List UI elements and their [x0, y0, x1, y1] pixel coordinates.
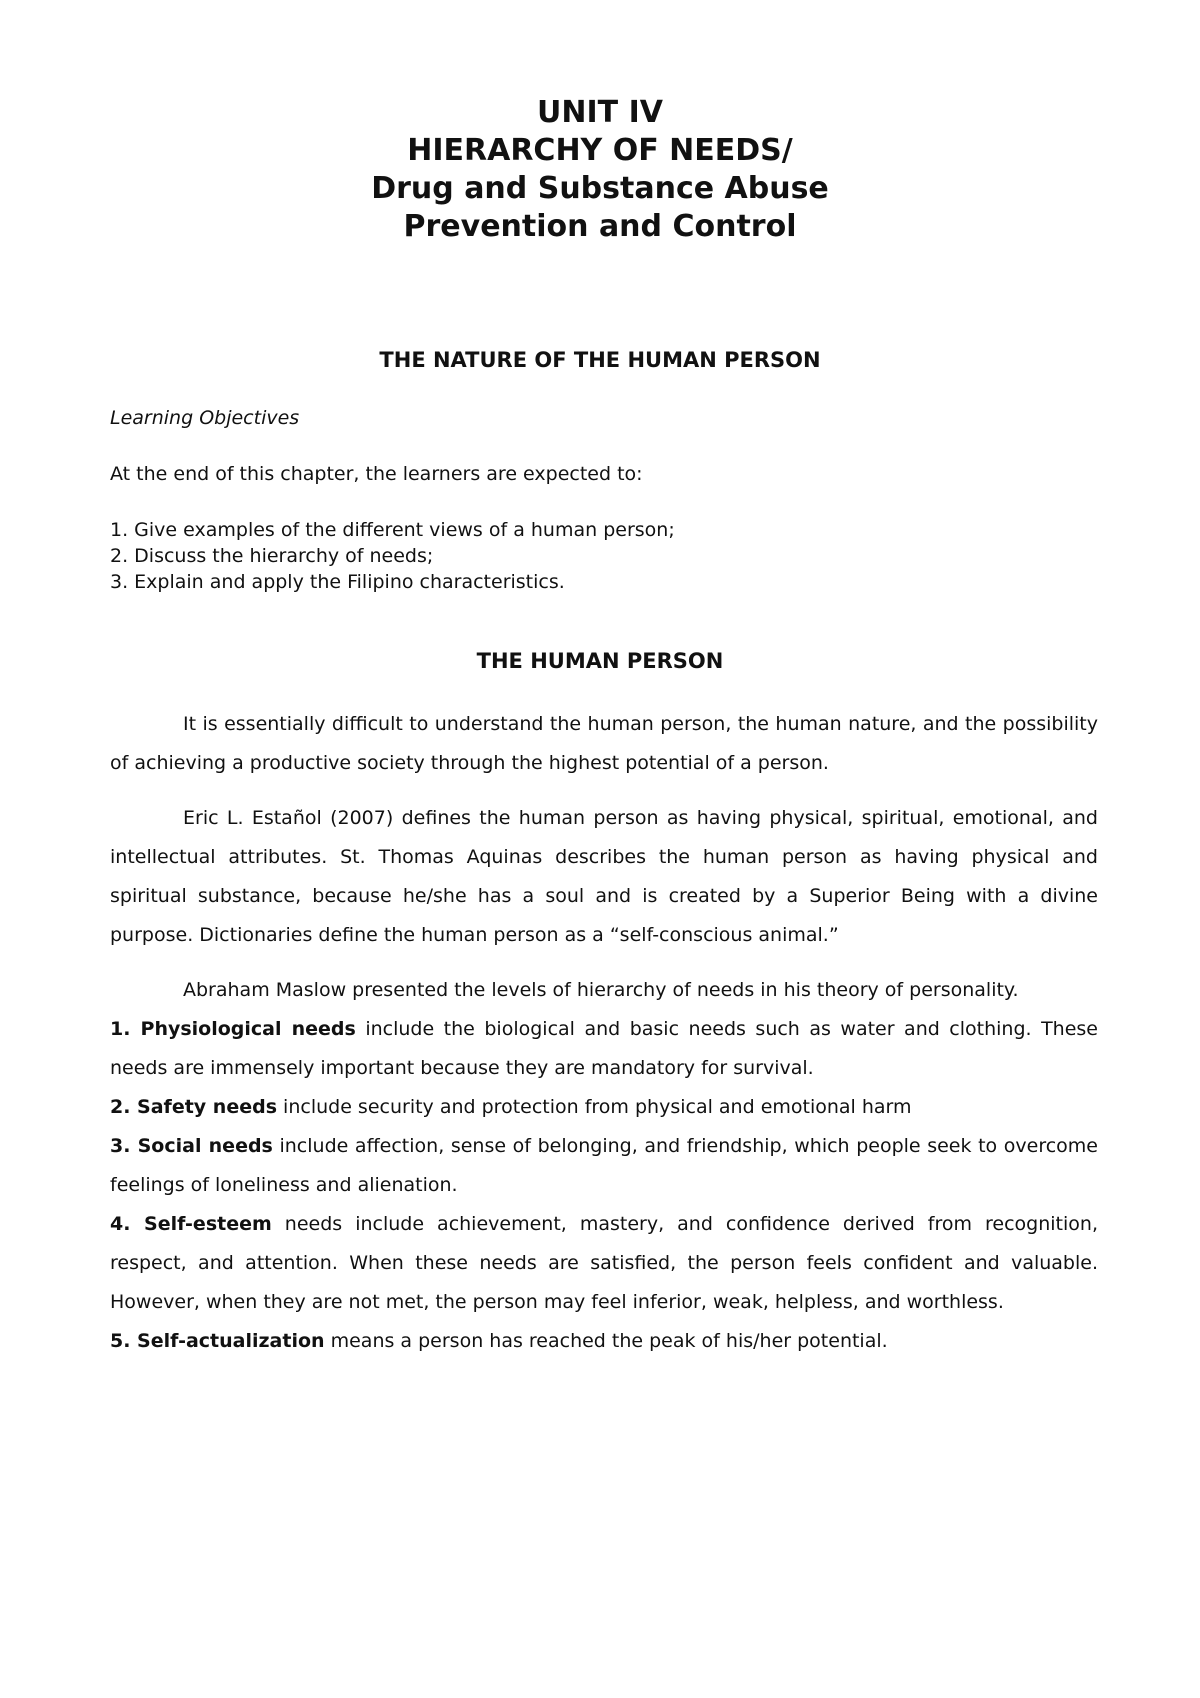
need-description: means a person has reached the peak of his/her potential. — [324, 1330, 888, 1352]
learning-objectives-label: Learning Objectives — [110, 407, 300, 429]
unit-number: UNIT IV — [537, 95, 663, 130]
objective-item: 2. Discuss the hierarchy of needs; — [110, 545, 434, 567]
body-text — [110, 705, 1098, 1361]
section-heading-nature: THE NATURE OF THE HUMAN PERSON — [379, 348, 821, 372]
section-heading-human-person: THE HUMAN PERSON — [476, 649, 724, 673]
need-term: 2. Safety needs — [110, 1096, 278, 1118]
need-description: include the biological and basic needs such as water and clothing. These needs are immensely important because they are mandatory for survival. — [110, 1018, 1098, 1079]
need-description: include affection, sense of belonging, and friendship, which people seek to overcome feelings of loneliness and alienation. — [110, 1135, 1098, 1196]
paragraph-2: Eric L. Estañol (2007) defines the human person as having physical, spiritual, emotional, and intellectual attributes. St. Thomas Aquinas describes the human person as having physical and spiritual substance, because he/she has a soul and is created by a Superior Being with a divine purpose. Dictionaries define the human person as a “self-conscious animal.” — [110, 807, 1098, 946]
need-term: 5. Self-actualization — [110, 1330, 325, 1352]
objectives-list — [110, 517, 1098, 595]
need-term: 1. Physiological needs — [110, 1018, 356, 1040]
paragraph-3: Abraham Maslow presented the levels of hierarchy of needs in his theory of personality. — [183, 979, 1019, 1001]
need-physiological — [110, 1010, 1098, 1088]
objectives-intro: At the end of this chapter, the learners are expected to: — [110, 463, 643, 485]
unit-title-line-2: HIERARCHY OF NEEDS/ — [407, 133, 793, 168]
paragraph-1: It is essentially difficult to understand the human person, the human nature, and the possibility of achieving a productive society through the highest potential of a person. — [110, 713, 1098, 774]
need-social — [110, 1127, 1098, 1205]
need-safety — [110, 1088, 1098, 1127]
need-description: include security and protection from physical and emotional harm — [277, 1096, 912, 1118]
need-self-esteem — [110, 1205, 1098, 1322]
need-self-actualization — [110, 1322, 1098, 1361]
objective-item: 1. Give examples of the different views of a human person; — [110, 519, 675, 541]
objective-item: 3. Explain and apply the Filipino characteristics. — [110, 571, 565, 593]
need-description: needs include achievement, mastery, and confidence derived from recognition, respect, and attention. When these needs are satisfied, the person feels confident and valuable. However, when they are not met, the person may feel inferior, weak, helpless, and worthless. — [110, 1213, 1098, 1313]
unit-title — [0, 94, 1200, 246]
unit-title-line-3: Drug and Substance Abuse — [371, 171, 829, 206]
need-term: 4. Self-esteem — [110, 1213, 272, 1235]
unit-title-line-4: Prevention and Control — [403, 209, 797, 244]
need-term: 3. Social needs — [110, 1135, 273, 1157]
